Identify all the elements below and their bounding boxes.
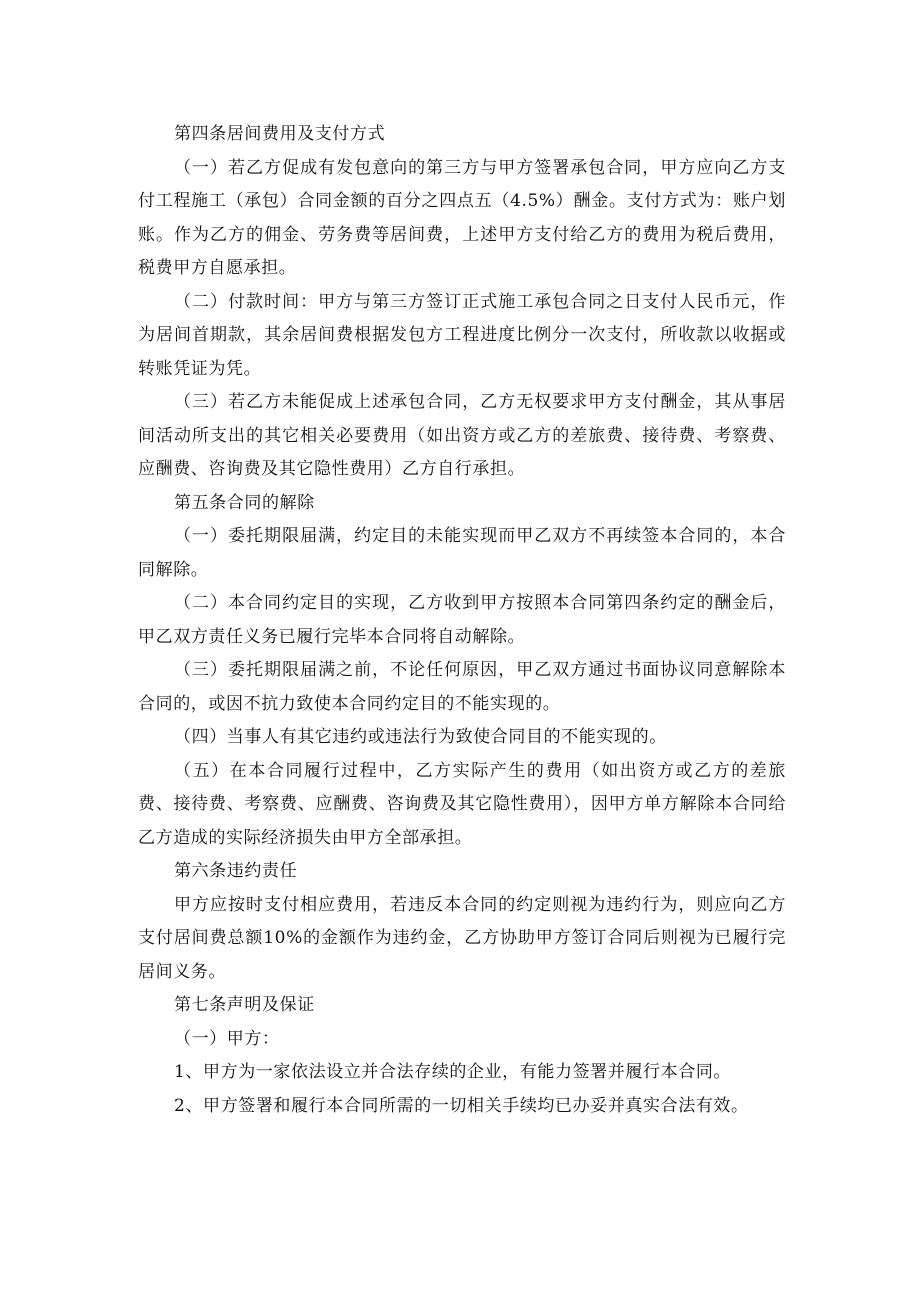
- paragraph-5-4: （四）当事人有其它违约或违法行为致使合同目的不能实现的。: [174, 727, 667, 747]
- paragraph-5-1: （一）委托期限届满，约定目的未能实现而甲乙双方不再续签本合同的，本合同解除。: [138, 526, 786, 580]
- paragraph-7-1: （一）甲方：: [174, 1028, 280, 1049]
- paragraph-4-3: （三）若乙方未能促成上述承包合同，乙方无权要求甲方支付酬金，其从事居间活动所支出的其它相关必要费用（如出资方或乙方的差旅费、接待费、考察费、应酬费、咨询费及其它隐性费用）乙方自行承担。: [138, 392, 786, 479]
- paragraph-5-3: （三）委托期限届满之前，不论任何原因，甲乙双方通过书面协议同意解除本合同的，或因不抗力致使本合同约定目的不能实现的。: [138, 660, 786, 714]
- section-heading-6: 第六条违约责任: [174, 861, 298, 881]
- paragraph-7-1-2: 2、甲方签署和履行本合同所需的一切相关手续均已办妥并真实合法有效。: [174, 1095, 749, 1116]
- paragraph-4-2: （二）付款时间：甲方与第三方签订正式施工承包合同之日支付人民币元，作为居间首期款，其余居间费根据发包方工程进度比例分一次支付，所收款以收据或转账凭证为凭。: [138, 291, 786, 379]
- paragraph-5-5: （五）在本合同履行过程中，乙方实际产生的费用（如出资方或乙方的差旅费、接待费、考察费、应酬费、咨询费及其它隐性费用），因甲方单方解除本合同给乙方造成的实际经济损失由甲方全部承担。: [138, 760, 786, 848]
- section-heading-7: 第七条声明及保证: [174, 995, 315, 1015]
- paragraph-5-2: （二）本合同约定目的实现，乙方收到甲方按照本合同第四条约定的酬金后，甲乙双方责任义务已履行完毕本合同将自动解除。: [138, 593, 786, 647]
- section-heading-5: 第五条合同的解除: [174, 492, 315, 513]
- paragraph-7-1-1: 1、甲方为一家依法设立并合法存续的企业，有能力签署并履行本合同。: [174, 1062, 732, 1082]
- paragraph-4-1: （一）若乙方促成有发包意向的第三方与甲方签署承包合同，甲方应向乙方支付工程施工（承包）合同金额的百分之四点五（4.5%）酬金。支付方式为：账户划账。作为乙方的佣金、劳务费等居间费，上述甲方支付给乙方的费用为税后费用，税费甲方自愿承担。: [138, 157, 786, 278]
- paragraph-6-1: 甲方应按时支付相应费用，若违反本合同的约定则视为违约行为，则应向乙方支付居间费总额10%的金额作为违约金，乙方协助甲方签订合同后则视为已履行完居间义务。: [138, 894, 786, 982]
- section-heading-4: 第四条居间费用及支付方式: [174, 124, 386, 144]
- document-body: [138, 118, 786, 1123]
